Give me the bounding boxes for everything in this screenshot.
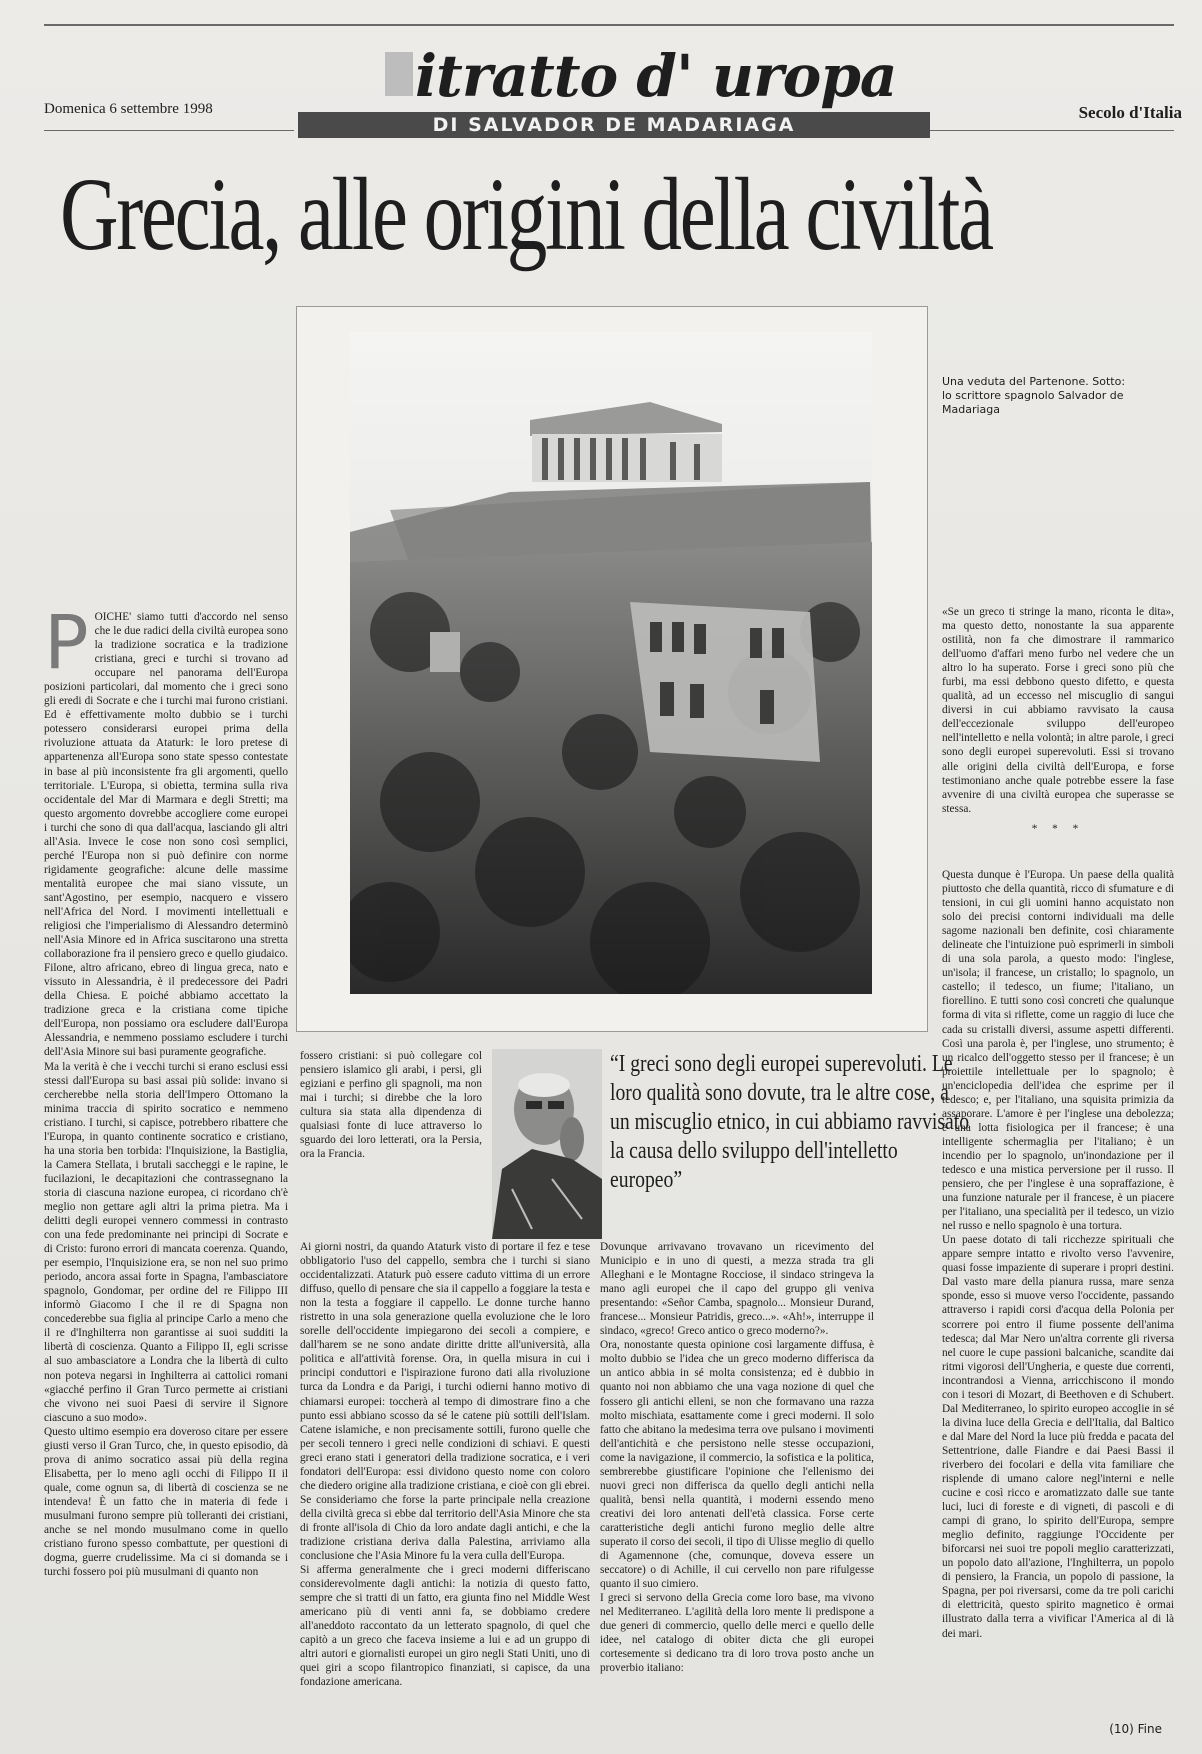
author-portrait [492, 1049, 602, 1239]
article-column-4-top [942, 605, 1174, 863]
paragraph: Questa dunque è l'Europa. Un paese della qualità piuttosto che della quantità, ricco di sfumature e di tensioni, in cui gli uomini hanno acquistato non solo dei precisi contorni individuali ma delle sagome nazionali ben definite, così chiaramente delineate che l'intuizione può esprimerli in simboli di una sola parola, a questo modo: l'inglese, un'isola; il francese, un cristallo; lo spagnolo, un castello; il tedesco, un fiume; l'italiano, un fiorellino. E tutti sono così concreti che qualunque forma di vita si riflette, come un raggio di luce che cada su cristalli diversi, assume aspetti differenti. Così una parola è, per l'inglese, uno strumento; è un ricalco dell'oggetto stesso per il francese; è un proiettile intellettuale per lo spagnolo; è un'enciclopedia dell'idea che esprime per il tedesco; e, per l'italiano, una squisita primizia da assaporare. L'amore è per l'inglese una debolezza; è una lotta fisiologica per il francese; è una intelligente schermaglia per l'italiano; è un incendio per lo spagnolo, un'inondazione per il tedesco e una mistica perversione per il russo. Il pensiero, che per l'inglese è una sopraffazione, è una funzione naturale per il francese, è un piacere per l'italiano, una specialità per il tedesco, un vizio nel russo e nello spagnolo è una tortura. [942, 869, 1174, 1233]
article-column-1 [44, 610, 288, 1720]
parthenon-image [350, 332, 872, 994]
series-logo [385, 42, 930, 112]
byline-bar: DI SALVADOR DE MADARIAGA [298, 112, 930, 138]
masthead-rule-left [44, 130, 294, 131]
top-rule [44, 24, 1174, 26]
paragraph: Un paese dotato di tali ricchezze spirituali che appare sempre intatto e rivolto verso l'avvenire, quasi fosse impaziente di superare i propri destini. Dal vasto mare della pianura russa, mare senza sponde, esso si muove verso l'occidente, passando attraverso i rapidi corsi d'acqua della Polonia per scorrere poi entro il fiume possente dell'anima tedesca; dal Mar Nero un'altra corrente gli riversa nel cuore le cupe passioni balcaniche, scandite dai ritmi vigorosi dell'Ungheria, e queste due correnti, incontrandosi a Vienna, arricchiscono il mondo con i tesori di Mozart, di Beethoven e di Schubert. Dal Mediterraneo, lo spirito europeo accoglie in sé la divina luce della Grecia e dell'Italia, dal Baltico e dal Mare del Nord la luce più fredda e pacata del Settentrione, dalle Fiandre e dai Paesi Bassi il riverbero dei focolari e della vita familiare che risplende di umano calore negl'interni e nelle cucine e così ricco e aromatizzato dalle sue tante luci, luci di foreste e di vigneti, di pascoli e di campi di grano, lo spirito dell'Europa, sempre meglio definito, raggiunge l'Occidente per biforcarsi nei suoi tre popoli meglio caratterizzati, un popolo dato all'azione, l'Inghilterra, un popolo di pensiero, la Francia, un popolo di passione, la Spagna, per poi riversarsi, come da tre poli carichi di elettricità, questo spirito magnetico è ormai illustrato dalla terra a vivificar l'America al di là dei mari. [942, 1234, 1174, 1640]
dropcap-initial: P [44, 610, 89, 686]
headline: Grecia, alle origini della civiltà [60, 157, 992, 272]
series-title: itratto d' uropa [385, 42, 896, 110]
page-folio: (10) Fine [1109, 1722, 1162, 1736]
masthead-rule-right [930, 130, 1174, 131]
portrait-image [492, 1049, 602, 1239]
paragraph: Dovunque arrivavano trovavano un ricevimento del Municipio e in uno di questi, a mezza strada tra gli Alleghani e le Montagne Rocciose, il sindaco stringeva la mano agli europei che il capo del gruppo gli veniva presentando: «Señor Camba, spagnolo... Monsieur Durand, francese... Monsieur Patridis, greco...». «Ah!», interruppe il sindaco, «greco! Greco antico o greco moderno?». [600, 1241, 874, 1338]
article-column-3 [600, 1240, 874, 1720]
paragraph: I greci si servono della Grecia come loro base, ma vivono nel Mediterraneo. L'agilità della loro mente li predispone a due generi di commercio, quello delle merci e quello delle idee, nel catalogo di obiter dicta che gli europei cortesemente si dedicano tra di loro trova posto anche un proverbio italiano: [600, 1592, 874, 1675]
pull-quote: “I greci sono degli europei superevoluti. Le loro qualità sono dovute, tra le altre cose, a un miscuglio etnico, in cui abbiamo ravvisato la causa dello sviluppo dell'intelletto europeo” [610, 1051, 970, 1193]
article-column-2-top [300, 1049, 482, 1239]
paragraph: Ai giorni nostri, da quando Ataturk visto di portare il fez e tese obbligatorio l'uso del cappello, sembra che i turchi si siano occidentalizzati. Ataturk può essere caduto vittima di un errore diffuso, quello di pensare che sia il cappello a foggiare la testa e non la testa a foggiare il cappello. Le donne turche hanno ristretto in una sola generazione quella evoluzione che le loro sorelle dell'occidente impiegarono dei secoli a compiere, e dall'harem se ne sono andate diritte dritte all'università, alla politica e all'attività forense. Ora, in quella misura in cui i principi conduttori e l'ispirazione furono dati alla rivoluzione turca da Londra e da Parigi, i turchi odierni hanno motivo di chiamarsi europei: toccherà al tempo di dimostrare fino a che punto essi abbiano scosso da sé le catene più sottili dell'Islam. Catene islamiche, e non precisamente sottili, furono quelle che per secoli tennero i greci nelle condizioni di schiavi. E questi greci erano stati i generatori della tradizione socratica, e i veri fondatori dell'Europa: essi dividono questo nome con coloro che diedero origine alla tradizione cristiana, e cioè con gli ebrei. Se consideriamo che forse la parte principale nella creazione della civiltà greca si ebbe dal territorio dell'Asia Minore che sta di fronte all'isola di Chio da loro andate dagli antichi, e che la tradizione cristiana deriva dalla Palestina, arriviamo alla conclusione che l'Asia Minore fu la vera culla dell'Europa. [300, 1241, 590, 1563]
logo-initial-r [385, 52, 413, 96]
paragraph: Si afferma generalmente che i greci moderni differiscano considerevolmente dagli antichi: la notizia di questo fatto, sempre che si tratti di un fatto, era giunta fino nel Middle West americano più di venti anni fa, se dobbiamo credere all'aneddoto raccontato da un letterato spagnolo, di quel che capitò a un greco che faceva insieme a lui e ad un gruppo di altri autori e giornalisti europei un giro negli Stati Uniti, uno di quei giri a scopo filantropico finanziati, si capisce, da una fondazione americana. [300, 1564, 590, 1689]
newspaper-name: Secolo d'Italia [1078, 103, 1182, 122]
paragraph: Questo ultimo esempio era doveroso citare per essere giusti verso il Gran Turco, che, in questo episodio, dà prova di animo socratico assai più della regina Elisabetta, per lo meno agli occhi di Filippo II il quale, come ognun sa, di libertà di coscienza se ne intendeva! È un fatto che in materia di fede i musulmani furono sempre più tolleranti dei cristiani, anche se nel mondo musulmano come in quello cristiano furono spesso combattute, per questioni di dogma, guerre crudelissime. Ma ci si domanda se i turchi fossero poi più musulmani di quanto non [44, 1425, 288, 1579]
paragraph: Ma la verità è che i vecchi turchi si erano esclusi essi stessi dall'Europa su basi assai più solide: invano si cercherebbe nella storia dell'Impero Ottomano la minima traccia di spirito socratico e nemmeno cristiano. I turchi, si capisce, potrebbero ribattere che l'Europa, in quanto continente socratico e cristiano, ha una storia ben torbida: l'Inquisizione, la Bastiglia, la Camera Stellata, i brutali saccheggi e le rapine, le fucilazioni, le decapitazioni che contrassegnano la storia di ciascuna nazione europea, ci ricordano ch'è meglio non gettare agli altri la prima pietra. Ma i delitti degli europei vennero commessi in contrasto con una fede predominante nei principi di Socrate e di Cristo: furono errori di mancata coerenza. Quando, per esempio, l'Inquisizione era, se non nel suo primo periodo, ancora assai forte in Spagna, l'ambasciatore spagnolo, Gondomar, per ordine del re Filippo III informò Giacomo I che il re di Spagna non concederebbe sua figlia al principe Carlo a meno che il re d'Inghilterra non garantisse ai suoi sudditi la libertà di coscienza. Quanto a Filippo II, egli scrisse al suo ambasciatore a Londra che la libertà di culto non poteva negarsi in Inghilterra ai cattolici romani «giacché perfino il Gran Turco permette ai cristiani che vivono nei suoi Paesi di servire il Signore ciascuno a suo modo». [44, 1060, 288, 1424]
article-column-2 [300, 1240, 590, 1720]
parthenon-photo [350, 332, 872, 994]
article-column-4 [942, 868, 1174, 1718]
section-break: * * * [1031, 822, 1085, 835]
paragraph: OICHE' siamo tutti d'accordo nel senso che le due radici della civiltà europea sono la tradizione socratica e la tradizione cristiana, greci e turchi si trovano ad occupare nel panorama dell'Europa posizioni particolari, dal momento che i greci sono gli eredi di Socrate e che i turchi mai furono cristiani. Ed è effettivamente molto dubbio se i turchi potessero considerarsi europei prima della rivoluzione attuata da Ataturk: le loro pretese di appartenenza all'Europa sono state spesso contestate in base al più inconsistente fra gli argomenti, quello territoriale. L'Europa, si obietta, termina sulla riva occidentale del Mar di Marmara e degli Stretti; ma questo argomento dovrebbe accogliere come europei i turchi che sono di qua dall'acqua, lasciando gli altri all'Asia. Invece le cose non sono così semplici, perché l'Europa non si può definire con norme rigidamente geografiche: alcune delle massime mentalità europee che mai siano vissute, un sant'Agostino, per esempio, nacquero e vissero nell'Africa del Nord. I movimenti intellettuali e religiosi che l'imperialismo di Alessandro determinò nell'Asia Minore ed in Africa suscitarono una stretta collaborazione fra il pensiero greco e quello giudaico. Filone, altro africano, ebreo di lingua greca, nato e vissuto in Alessandria, è il predecessore dei Padri della Chiesa. E poiché abbiamo accettato la tradizione greca e la cristiana come tipiche dell'Europa, non possiamo ora escludere dall'Europa Alessandria, e nemmeno possiamo escludere i turchi dell'Asia Minore sui basi puramente geografiche. [44, 611, 288, 1059]
paragraph: Ora, nonostante questa opinione così largamente diffusa, è molto dubbio se l'idea che un greco moderno differisca da un antico abbia in sé molta consistenza; ed è dubbio in quanto noi non abbiamo che una vaga nozione di quel che fossero gli antichi elleni, se non che formavano una razza molto mischiata, esattamente come i greci moderni. Il solo fatto che abitano la medesima terra ove pulsano i movimenti dell'antichità e che persistono nelle stesse occupazioni, come la navigazione, il commercio, la sofistica e la politica, sembrerebbe giustificare l'opinione che l'ellenismo dei nuovi greci non differisca da quello degli antichi nella qualità, bensì nella quantità, i moderni essendo meno creativi dei loro antenati dell'età classica. Forse certe caratteristiche degli antichi furono meglio delle altre superato il corso dei secoli, il tipo di Ulisse meglio di quello di Agamennone (che, comunque, doveva essere un seccatore) o di Achille, il cui cervello non pare rifulgesse quanto il suo cimiero. [600, 1339, 874, 1591]
photo-caption: Una veduta del Partenone. Sotto: lo scrittore spagnolo Salvador de Madariaga [942, 375, 1126, 416]
paragraph: «Se un greco ti stringe la mano, riconta le dita», ma questo detto, nonostante la sua apparente ostilità, non fa che dimostrare il rammarico dell'uomo d'affari meno furbo nel vedere che un altro lo ha superato. Forse i greci sono più che furbi, ma essi debbono questo difetto, e questa qualità, ad un eccesso nel miscuglio di sangui diversi in cui abbiamo ravvisato la causa dell'eccezionale sviluppo dell'europeo nell'intelletto e nella volontà; in altre parole, i greci sono degli europei superevoluti. Essi si trovano alle origini della civiltà dell'Europa, e forse testimoniano anche quale potrebbe essere la fase avvenire di una civiltà europea che superasse se stessa. [942, 606, 1174, 815]
paragraph: fossero cristiani: si può collegare col pensiero islamico gli arabi, i persi, gli egiziani e perfino gli spagnoli, ma non mai i turchi; si direbbe che la loro cultura sia stata alla dipendenza di qualsiasi fonte di luce attraverso lo sguardo dei loro letterati, ora la Persia, ora la Francia. [300, 1050, 482, 1161]
issue-date: Domenica 6 settembre 1998 [44, 101, 213, 117]
